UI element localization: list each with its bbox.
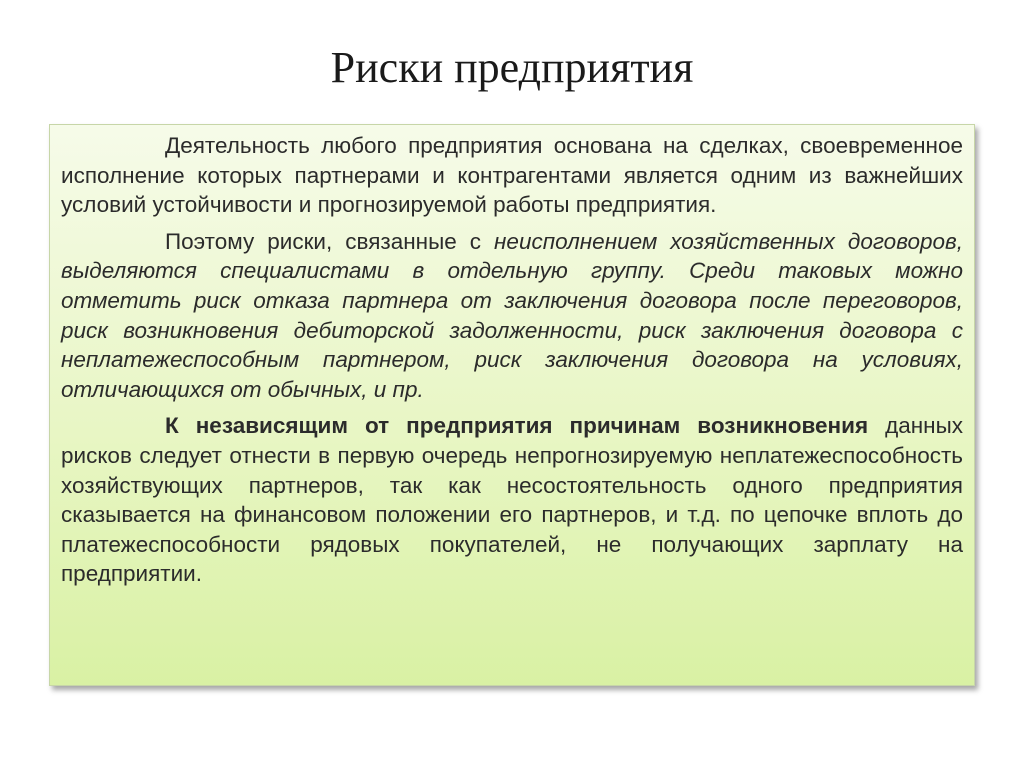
paragraph-3-text-rest: данных рисков следует отнести в первую очередь непрогнозируемую неплатежеспособность хозяйствующих партнеров, так как несостоятельность одного предприятия сказывается на финансовом положении его партнеров, и т.д. по цепочке вплоть до платежеспособности рядовых покупателей, не получающих зарплату на предприятии. [61,413,963,587]
paragraph-2-text-italic: неисполнением хозяйственных договоров, выделяются специалистами в отдельную группу. Среди таковых можно отметить риск отказа партнера от заключения договора после переговоров, риск возникновения дебиторской задолженности, риск заключения договора с неплатежеспособным партнером, риск заключения договора на условиях, отличающихся от обычных, и пр. [61,228,963,402]
text-box [49,124,975,686]
slide-title: Риски предприятия [330,43,694,92]
paragraph-2-text-lead: Поэтому риски, связанные с [165,228,495,254]
paragraph-3-text-bold: К независящим от предприятия причинам возникновения [165,413,869,439]
paragraph-1 [61,131,963,220]
paragraph-2 [61,227,963,405]
paragraph-1-text: Деятельность любого предприятия основана на сделках, своевременное исполнение которых партнерами и контрагентами является одним из важнейших условий устойчивости и прогнозируемой работы предприятия. [61,133,963,218]
paragraph-3 [61,411,963,589]
